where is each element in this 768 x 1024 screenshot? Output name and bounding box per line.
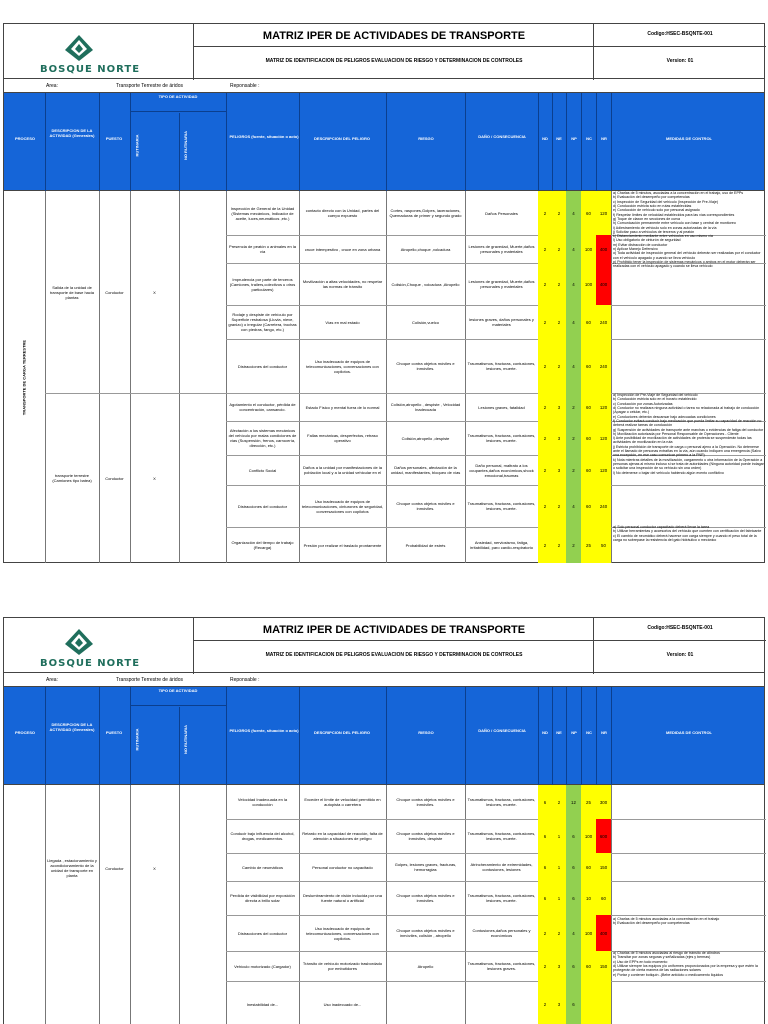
score-nc-cell: 60 — [581, 951, 596, 981]
score-nc-cell: 60 — [581, 191, 596, 235]
risk-cell: Choque contra objetos móviles e inmóviles, despiste — [396, 831, 455, 841]
score-nc-cell: 60 — [581, 485, 596, 527]
consequence-cell: lesiones graves, daños personales y materiales — [469, 317, 534, 327]
document-subtitle: MATRIZ DE IDENTIFICACION DE PELIGROS EVALUACION DE RIESGO Y DETERMINACION DE CONTROLES — [265, 652, 523, 658]
col-riesgo: RIESGO — [418, 136, 434, 141]
score-ne-cell: 1 — [552, 819, 566, 853]
hazard-cell: Cambio de neumáticos — [242, 864, 283, 870]
score-nd-cell: 2 — [538, 393, 552, 421]
score-nr-cell: 60 — [596, 881, 611, 915]
col-no-rutinaria: NO RUTINARIA — [183, 724, 189, 755]
col-proceso: PROCESO — [14, 136, 35, 141]
routine-mark-cell: X — [153, 865, 156, 871]
score-np-cell: 6 — [566, 981, 581, 1024]
score-nr-cell — [596, 981, 611, 1024]
hazard-description-cell: Deslumbramiento de visión inducida por una fuente natural o artificial — [303, 893, 382, 903]
area-value: Transporte Terrestre de áridos — [116, 677, 183, 683]
score-nc-cell: 60 — [581, 305, 596, 339]
col-descripcion-actividad: DESCRIPCION DE LA ACTIVIDAD (Generales) — [49, 722, 95, 732]
matrix-body-1 — [3, 191, 765, 563]
score-nd-cell: 2 — [538, 263, 552, 305]
col-proceso: PROCESO — [14, 730, 35, 735]
hazard-description-cell: Vías en mal estado — [325, 319, 360, 325]
consequence-cell: Traumatismos, fracturas, contusiones, lesiones, muerte. — [467, 797, 536, 807]
risk-cell: Cortes, raspones,Golpes, laceraciones, Quemaduras de primer y segundo grado — [389, 208, 462, 218]
hazard-description-cell: Daños a la unidad por manifestaciones de la población local y a la unidad vehicular en el — [303, 465, 382, 475]
risk-cell: Choque contra objetos móviles e inmóviles. — [396, 361, 455, 371]
document-code: Codigo:HSEC-BSQNTE-001 — [647, 625, 713, 631]
score-ne-cell: 2 — [552, 235, 566, 263]
control-measures-cell: a) Inspección de Pre-Viaje de Seguridad del vehículo b) Conducción estricta solo en el horario establecido c) Conducción por zonas Autorizadas d) Conductor no realizara ninguna actividad o tarea no relacionada al trabajo de conducción (Apagar o celular, etc.) e) Conductores deberán descansar bajo adecuadas condiciones f) Conductor evitará conducir bajo medicación que pueda limitar su capacidad de reacción no deberá realizar tareas de conducción g) Suspensión de actividades de transporte ante marchas o evidencias de fatiga del conductor h) Movilización autorizada por Personal Responsable de Operaciones - Cliente i) Ante posibilidad de movilización de actividades de protesta se suspenderán todas las actividades de movilización en la ruta j) Estricta prohibición de transporte de carga o personal ajeno a la Operación. No detenerse ante el llamado de personas extrañas en la vía, aún cuando indiquen una emergencia (Salvo una excepción, en ese caso comunicar primero a la PNP) k) Nota mientras detalles de la movilización, cargamento u otra información de la Operación a personas ajenas al mismo incluso si se trata de autoridades (Ninguna autoridad puede indagar o solicitar una inspección de su vehículo sin una orden) l) No detenerse o bajar del vehículo habiendo algún evento conflictivo — [613, 393, 764, 475]
col-nr: NR — [601, 730, 607, 735]
company-name: BOSQUE NORTE — [40, 64, 141, 75]
score-nd-cell: 6 — [538, 881, 552, 915]
score-nc-cell: 60 — [581, 421, 596, 455]
code-block — [594, 618, 766, 674]
routine-mark-cell: X — [153, 475, 156, 481]
control-measures-cell: a) Charlas de 5 minutos, asociadas a la concentración en el trabajo, uso de EPPs b) Evaluación del desempeño por competencias c) Inspección de Seguridad del vehículo (Inspección de Pre-Viaje) d) Conducción estricta solo en rutas establecidas e) Conducción de vehículo solo por personal asignado f) Respetar límites de velocidad establecidos para las vías correspondientes g) Toque de claxon en secciones de curva h) Comunicación permanente entre vehículo con base y central de monitoreo i) Adiestramiento de vehículo solo en zonas autorizadas de la vía j) Solicitar paso a vehículos de terceros y al peatón k) Distanciamiento mediante entre vehículos en uso mismo vía l) Uso obligatorio de cinturón de seguridad m) Evitar distracción de conductor n) Aplicar Manejo Defensivo o) Toda actividad de inspección general del vehículo deberán ser realizadas por el conductor con el vehículo apagado y cuando se lleva vehículo p) Prohibido tener la inspección de sistemas mecánicos o ambos en el motor deberán ser realizadas con el vehículo apagado y cuando se lleva vehículo — [613, 191, 761, 269]
risk-cell: Colisión,vuelco — [412, 319, 439, 325]
hazard-description-cell: Uso inadecuado de equipos de telecomunicaciones, conversaciones con copilotos. — [306, 925, 379, 941]
score-nr-cell: 240 — [596, 485, 611, 527]
risk-cell — [388, 981, 463, 1024]
risk-cell: Colisión,atropello ,despiste — [401, 435, 450, 441]
risk-cell: Choque contra objetos móviles e inmóviles. — [396, 501, 455, 511]
hazard-description-cell: Presión por realizar el traslado prontamente — [303, 542, 382, 548]
hazard-description-cell: Tránsito de vehículo motorizado trasbordado por embutidores — [302, 961, 383, 971]
score-nc-cell: 25 — [581, 785, 596, 819]
consequence-cell: Ansiedad, nerviosismo, fatiga, irritabilidad, paro cardio-respiratorio — [470, 540, 533, 550]
score-ne-cell: 3 — [552, 455, 566, 485]
score-nd-cell: 2 — [538, 981, 552, 1024]
score-nr-cell: 240 — [596, 339, 611, 393]
hazard-description-cell: Movilización a altas velocidades, no respetar las normas de tránsito — [302, 279, 383, 289]
hazard-cell: Vehículo motorizado (Cargador) — [234, 963, 291, 969]
col-nc: NC — [586, 730, 592, 735]
page-header — [3, 617, 765, 673]
score-np-cell: 12 — [566, 785, 581, 819]
activity-description-cell: transporte terrestre (Camiones tipo batea) — [52, 473, 92, 483]
score-np-cell: 4 — [566, 305, 581, 339]
consequence-cell: Lesiones graves, fatalidad — [478, 404, 525, 410]
col-ne: NE — [556, 136, 562, 141]
score-nr-cell: 400 — [596, 915, 611, 951]
col-ne: NE — [556, 730, 562, 735]
hazard-cell: Inspección de General de la Unidad (Sistemas mecánicos, Indicador de aceite, luces,neumáticos ,etc.) — [230, 205, 295, 221]
area-label: Area: — [46, 677, 58, 683]
score-ne-cell: 3 — [552, 981, 566, 1024]
column-header-band — [3, 93, 765, 191]
hazard-description-cell: Estado Físico y mental fuera de lo normal — [305, 404, 380, 410]
consequence-cell: Traumatismos, fracturas, contusiones, lesiones, muerte. — [467, 831, 536, 841]
score-nc-cell — [581, 981, 596, 1024]
risk-cell: Atropello,choque ,volcadura — [400, 246, 451, 252]
col-nd: ND — [542, 730, 548, 735]
score-np-cell: 2 — [566, 527, 581, 563]
consequence-cell: Traumatismos, fracturas, contusiones, lesiones, muerte. — [467, 361, 536, 371]
score-nr-cell: 120 — [596, 393, 611, 421]
score-np-cell: 2 — [566, 421, 581, 455]
score-nr-cell: 150 — [596, 951, 611, 981]
activity-description-cell: Salida de la unidad de transporte de base hacia plantas — [49, 284, 95, 300]
col-riesgo: RIESGO — [418, 730, 434, 735]
consequence-cell: Traumatismos, fracturas, contusiones, lesiones, muerte. — [467, 893, 536, 903]
score-ne-cell: 2 — [552, 527, 566, 563]
col-medidas: MEDIDAS DE CONTROL — [666, 136, 712, 141]
column-header-band — [3, 687, 765, 785]
hazard-cell: Distracciones del conductor — [237, 363, 288, 369]
score-nd-cell: 2 — [538, 951, 552, 981]
score-nc-cell: 60 — [581, 393, 596, 421]
col-tipo-actividad: TIPO DE ACTIVIDAD — [158, 688, 198, 693]
consequence-cell: Daños Personales — [485, 210, 518, 216]
area-row — [3, 673, 765, 687]
score-nd-cell: 6 — [538, 819, 552, 853]
hazard-cell: Conflicto Social — [248, 467, 277, 473]
matrix-body-2 — [3, 785, 765, 1024]
score-nd-cell: 2 — [538, 339, 552, 393]
score-ne-cell: 2 — [552, 785, 566, 819]
score-nc-cell: 60 — [581, 455, 596, 485]
score-nr-cell: 400 — [596, 263, 611, 305]
col-descripcion-actividad: DESCRIPCION DE LA ACTIVIDAD (Generales) — [49, 128, 95, 138]
score-np-cell: 4 — [566, 339, 581, 393]
col-peligros: PELIGROS (fuente, situación o acto) — [229, 728, 299, 733]
hazard-description-cell: Uso inadecuado de equipos de telecomunicaciones, conversaciones con copilotos. — [306, 358, 379, 374]
score-nr-cell: 400 — [596, 235, 611, 263]
area-row — [3, 79, 765, 93]
area-value: Transporte Terrestre de áridos — [116, 83, 183, 89]
document-version: Version: 01 — [666, 652, 694, 658]
risk-cell: Choque contra objetos móviles e inmóviles. — [396, 893, 455, 903]
score-nr-cell: 50 — [596, 527, 611, 563]
score-ne-cell: 3 — [552, 421, 566, 455]
control-measures-cell: a) Charlas de 5 minutos asociadas al riesgo de tránsito de cilindros b) Transitar por zonas seguras y señalizadas (ejes y bermas) c) Uso de EPPs en todo momento d) Utilizar siempre los equipos y/o uniformes proporcionados por la empresa y que estén la protegerán de cierta manera de las radiaciones solares e) Portar y contener botiquín -(Bebe antídoto o medicamento liquidos — [613, 951, 758, 977]
col-rutinaria: RUTINARIA — [134, 134, 140, 157]
score-nd-cell: 2 — [538, 915, 552, 951]
score-ne-cell: 1 — [552, 881, 566, 915]
hazard-cell: Distracciones del conductor — [237, 503, 288, 509]
document-title: MATRIZ IPER DE ACTIVIDADES DE TRANSPORTE — [262, 624, 526, 636]
score-nc-cell: 100 — [581, 263, 596, 305]
responsable-label: Reponsable : — [230, 677, 260, 683]
score-nd-cell: 2 — [538, 527, 552, 563]
score-nd-cell: 2 — [538, 191, 552, 235]
hazard-cell: Inestabilidad de... — [246, 1001, 279, 1007]
score-ne-cell: 3 — [552, 393, 566, 421]
consequence-cell: Daño personal, maltrato a los ocupantes,daños económicos,shock emocional,traumas — [469, 462, 534, 478]
company-name: BOSQUE NORTE — [40, 658, 141, 669]
score-ne-cell: 2 — [552, 485, 566, 527]
title-block — [194, 24, 594, 80]
score-nc-cell: 25 — [581, 527, 596, 563]
col-peligros: PELIGROS (fuente, situación o acto) — [229, 134, 299, 139]
tree-logo-icon — [64, 628, 94, 656]
hazard-description-cell: contacto directo con la Unidad, partes del cuerpo expuesto — [305, 208, 380, 218]
hazard-cell: Imprudencia por parte de terceros (Camiones, trailers,colectivos u otros particulares) — [229, 276, 296, 292]
hazard-description-cell: Personal conductor no capacitado — [312, 864, 373, 870]
matrix-page-1 — [3, 23, 765, 563]
control-measures-cell: a) Charlas de 5 minutos asociadas a la concentración en el trabajo b) Evaluación del desempeño por competencias — [613, 917, 720, 926]
hazard-description-cell: Uso inadecuado de... — [323, 1001, 362, 1007]
risk-cell: Atropello — [417, 963, 434, 969]
col-consecuencia: DAÑO / CONSECUENCIA — [478, 134, 526, 139]
col-medidas: MEDIDAS DE CONTROL — [666, 730, 712, 735]
hazard-description-cell: Retardo en la capacidad de reacción, falta de atención a situaciones de peligro — [302, 831, 383, 841]
risk-cell: Colisión,Choque , volcadura ,Atropello — [391, 281, 460, 287]
hazard-cell: Agotamiento el conductor, pérdida de concentración, cansancio. — [229, 402, 296, 412]
responsable-label: Reponsable : — [230, 83, 260, 89]
page-header — [3, 23, 765, 79]
consequence-cell: Contusiones,daños personales y económicos — [472, 928, 531, 938]
score-nd-cell: 2 — [538, 455, 552, 485]
hazard-cell: Presencia de peatón o animales en la vía — [229, 244, 296, 254]
hazard-description-cell: Exceder el límite de velocidad permitido en autopista o carretera — [304, 797, 381, 807]
title-block — [194, 618, 594, 674]
score-ne-cell: 3 — [552, 951, 566, 981]
score-nr-cell: 120 — [596, 455, 611, 485]
consequence-cell: Atrincheramiento de extremidades, contusiones, lesiones — [470, 862, 533, 872]
hazard-cell: Conducir bajo influencia del alcohol, drogas, medicamentos. — [230, 831, 295, 841]
score-nd-cell: 2 — [538, 305, 552, 339]
control-measures-cell: a) Solo personal conductor capacitado deberá llevar la tarea b) Utilizar herramientas y accesorios del vehículo que cuenten con certificación del fabricante c) El cambio de neumático deberá hacerse con carga siempre y cuando el peso total de la carga no sobrepase la resistencia del gato hidráulico o mecánico — [613, 525, 762, 542]
col-descripcion-peligro: DESCRIPCION DEL PELIGRO — [314, 136, 370, 141]
score-nd-cell: 6 — [538, 853, 552, 881]
risk-cell: Daños personales, afectación de la unidad, manifestantes, bloqueo de vías — [390, 465, 461, 475]
score-nr-cell: 240 — [596, 305, 611, 339]
consequence-cell: Traumatismos, fracturas, contusiones, lesiones, muerte. — [467, 433, 536, 443]
process-vertical-label: TRANSPORTE DE CARGA TERRESTRE — [21, 339, 27, 416]
score-nc-cell: 60 — [581, 339, 596, 393]
position-cell: Conductor — [105, 865, 124, 871]
score-np-cell: 2 — [566, 393, 581, 421]
tree-logo-icon — [64, 34, 94, 62]
document-title: MATRIZ IPER DE ACTIVIDADES DE TRANSPORTE — [262, 30, 526, 42]
col-nd: ND — [542, 136, 548, 141]
score-nc-cell: 100 — [581, 819, 596, 853]
activity-description-cell: Llegada , estacionamiento y acondicionamiento de la unidad de transporte en planta — [47, 858, 97, 878]
hazard-cell: Distracciones del conductor — [237, 930, 288, 936]
risk-cell: Choque contra objetos móviles e inmóviles. — [396, 797, 455, 807]
col-nc: NC — [586, 136, 592, 141]
score-nr-cell: 300 — [596, 785, 611, 819]
col-no-rutinaria: NO RUTINARIA — [183, 130, 189, 161]
consequence-cell: Traumatismos, fracturas, contusiones, lesiones graves. — [467, 961, 536, 971]
score-nd-cell: 6 — [538, 785, 552, 819]
risk-cell: Colisión,atropello , despiste , Velocidad Inadecuada — [390, 402, 461, 412]
col-np: NP — [571, 136, 577, 141]
score-np-cell: 4 — [566, 485, 581, 527]
hazard-cell: Perdida de visibilidad por exposición directa a brillo solar — [230, 893, 295, 903]
score-nr-cell: 120 — [596, 191, 611, 235]
score-ne-cell: 2 — [552, 263, 566, 305]
score-ne-cell: 2 — [552, 305, 566, 339]
score-nd-cell: 2 — [538, 235, 552, 263]
score-nc-cell: 100 — [581, 235, 596, 263]
score-ne-cell: 2 — [552, 915, 566, 951]
company-logo — [4, 618, 194, 674]
col-puesto: PUESTO — [105, 730, 123, 735]
consequence-cell: Lesiones de gravedad, Muerte,daños personales y materiales — [468, 244, 535, 254]
risk-cell: Probabilidad de estrés — [405, 542, 446, 548]
col-np: NP — [571, 730, 577, 735]
risk-cell: Golpes, lesiones graves, fracturas, hemorragias — [394, 862, 457, 872]
score-ne-cell: 2 — [552, 191, 566, 235]
score-nc-cell: 60 — [581, 853, 596, 881]
hazard-cell: Rodaje y despiste de vehículo por Superficie resbalosa (Lluvia, nieve, granizo) o irregular (Carretera, trochas con piedras, fango, etc.) — [228, 312, 297, 332]
score-np-cell: 6 — [566, 853, 581, 881]
score-np-cell: 4 — [566, 235, 581, 263]
score-np-cell: 4 — [566, 191, 581, 235]
score-np-cell: 2 — [566, 455, 581, 485]
score-np-cell: 6 — [566, 951, 581, 981]
hazard-description-cell: Uso inadecuado de equipos de telecomunicaciones, cinturones de seguridad, conversaciones con copilotos — [301, 498, 384, 514]
position-cell: Conductor — [105, 289, 124, 295]
document-version: Version: 01 — [666, 58, 694, 64]
consequence-cell — [467, 981, 536, 1024]
routine-mark-cell: X — [153, 289, 156, 295]
col-puesto: PUESTO — [105, 136, 123, 141]
position-cell: Conductor — [105, 475, 124, 481]
score-nr-cell: 150 — [596, 853, 611, 881]
document-code: Codigo:HSEC-BSQNTE-001 — [647, 31, 713, 37]
score-np-cell: 6 — [566, 881, 581, 915]
score-np-cell: 6 — [566, 819, 581, 853]
score-ne-cell: 1 — [552, 853, 566, 881]
consequence-cell: Lesiones de gravedad, Muerte,daños personales y materiales — [468, 279, 535, 289]
col-nr: NR — [601, 136, 607, 141]
col-consecuencia: DAÑO / CONSECUENCIA — [478, 728, 526, 733]
hazard-cell: Velocidad Inadecuada en la conducción — [237, 797, 288, 807]
score-nd-cell: 2 — [538, 485, 552, 527]
hazard-cell: Organización del tiempo de trabajo (Recarga) — [231, 540, 294, 550]
document-subtitle: MATRIZ DE IDENTIFICACION DE PELIGROS EVALUACION DE RIESGO Y DETERMINACION DE CONTROLES — [265, 58, 523, 64]
score-nr-cell: 120 — [596, 421, 611, 455]
score-nd-cell: 2 — [538, 421, 552, 455]
risk-cell: Choque contra objetos móviles e inmóviles, colisión , atropello — [396, 928, 455, 938]
score-ne-cell: 2 — [552, 339, 566, 393]
score-np-cell: 4 — [566, 915, 581, 951]
col-descripcion-peligro: DESCRIPCION DEL PELIGRO — [314, 730, 370, 735]
score-np-cell: 4 — [566, 263, 581, 305]
consequence-cell: Traumatismos, fracturas, contusiones, lesiones, muerte. — [467, 501, 536, 511]
hazard-description-cell: cruce intempestivo , cruce en zona urbana — [304, 246, 381, 252]
area-label: Area: — [46, 83, 58, 89]
code-block — [594, 24, 766, 80]
score-nc-cell: 10 — [581, 881, 596, 915]
col-rutinaria: RUTINARIA — [134, 728, 140, 751]
company-logo — [4, 24, 194, 80]
hazard-description-cell: Fallas mecánicas, desperfectos, retraso operativo — [307, 433, 378, 443]
score-nc-cell: 100 — [581, 915, 596, 951]
score-nr-cell: 600 — [596, 819, 611, 853]
col-tipo-actividad: TIPO DE ACTIVIDAD — [158, 94, 198, 99]
matrix-page-2 — [3, 617, 765, 1024]
hazard-cell: Afectación a los sistemas mecánicos del vehículo por malas condiciones de vías (Suspensión, frenos, carrocería, dirección, etc.) — [228, 428, 297, 448]
